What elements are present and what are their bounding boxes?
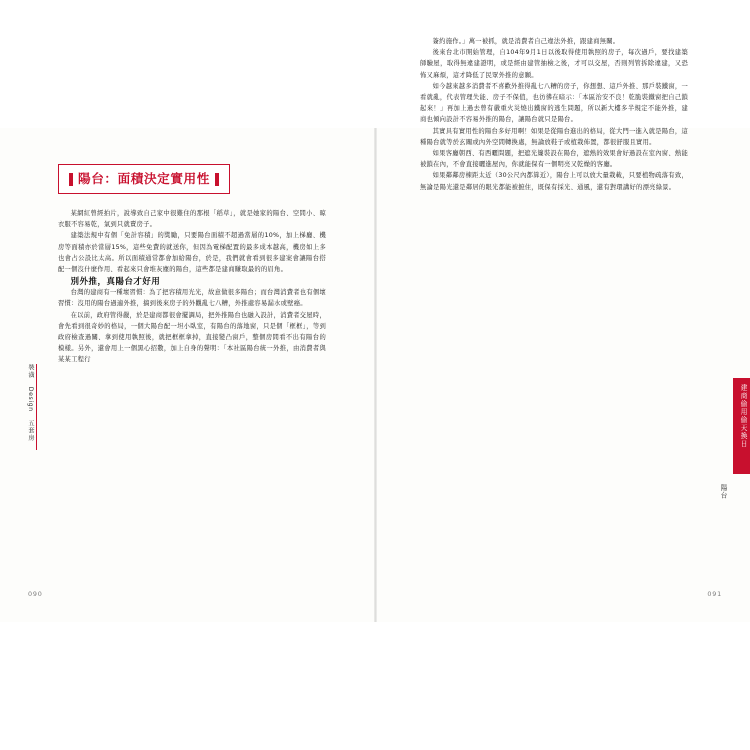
- paragraph: 如果客廳朝西、有西曬問題，把遮光簾裝設在陽台，遮熱的效果會好過設在室內窗、熱能被鎖在內，不會直接曬進屋內，你就能保有一個明亮又乾燥的客廳。: [420, 150, 688, 169]
- paragraph: 台灣的建商有一種壞習慣：為了把容積用光光，故意做很多陽台；而台灣消費者也有個壞習慣：沒用的陽台過適外推，搞到後來房子的外觀亂七八糟，外推處容易漏水或壁癌。: [58, 289, 326, 308]
- paragraph: 建築法規中有個「免計容積」的獎勵，只要陽台面積不超過當層的10%，加上梯廳、機房等面積亦於當層15%，這些免費的就送你，但因為電梯配置的最多成本越高，機房如上多也會占公設比太高。所以面積通常都會加給陽台，於是，我們就會看到很多建案會讓陽台搭配一個沒什麼作用、看起來只會堆灰塵的陽台，這些都是建商賺取最的的眉角。: [58, 232, 326, 274]
- chapter-title-inner: [59, 165, 229, 193]
- paragraph: 如果鄰鄰房棟距太近（30公尺內都算近），陽台上可以放大量栽載，只要植物疏落有致，無論是陽光還是鄰居的眼光都能被摭住，既保有採光、通風，還有對環講好的漂亮綠景。: [420, 172, 688, 191]
- left-side-running-head-zh: 裝潢: [27, 364, 34, 379]
- right-side-tab-label: 建商偷用偷天換日: [739, 384, 747, 448]
- page-title: 陽台：面積決定實用性: [78, 171, 210, 186]
- title-accent-bar-left: [69, 173, 73, 186]
- paragraph: 某網紅曾經拍片，說導致自己家中很難住的那根「稻草」，就是她家的陽台、空間小、晾衣服不容易乾，氣到只就賣房子。: [58, 210, 326, 229]
- left-side-rule: [36, 364, 37, 450]
- chapter-title-box: [58, 164, 230, 194]
- paragraph: 簽約施作。」萬一被抓，就是消費者自己違法外推，跟建商無關。: [432, 38, 620, 45]
- left-side-running-head: [20, 364, 34, 474]
- left-column-text: [58, 208, 326, 366]
- page-number-left: 090: [28, 590, 43, 598]
- title-accent-bar-right: [215, 173, 219, 186]
- page-number-right: 091: [707, 590, 722, 598]
- right-column-text: [420, 36, 688, 193]
- paragraph: 在以前，政府管得嚴，於是建商都很會擺調局，把外推陽台也融入設計，消費者交屋時，會先看到很奇妙的格局，一個大陽台配一坦小臥室，有陽台的落地窗，只是個「框框」，等到政府檢查過關、拿到使用執照後，就把框框拿掉，直接變凸窗戶，整個房間看不出有陽台的模樣。另外，還會用上一個黑心招數，加上自身的聲明：「本社區陽台統一外推，由消費者與某某工程行: [58, 311, 326, 364]
- right-side-tab-sublabel: 陽台: [719, 484, 727, 500]
- left-side-running-head-zh2: 五套房: [27, 419, 34, 442]
- paragraph: 如今越來越多消費者不喜歡外推得亂七八糟的房子，你想想、這戶外推、那戶裝鐵窗，一看就亂，代表管理失能、房子不保值，也彷彿在暗示：「本區治安不良！乾脆裝鐵窗把自己鎖起來！」再加上過去曾有嚴重火災燒出鐵窗的逃生問題，所以新大樓多半規定不能外推，建商也傾向設計不容易外推的陽台，讓陽台就只是陽台。: [420, 82, 688, 124]
- left-side-running-head-en: Design: [27, 386, 34, 412]
- left-page: [0, 128, 375, 622]
- section-subheading: 別外推，真陽台才好用: [70, 276, 161, 287]
- right-page: [375, 128, 750, 622]
- paragraph: 後來台北市開始管理，自104年9月1日以後取得使用執照的房子，每次過戶，要找建築師驗屋，取得無違建證明，或是經由建管抽檢之後，才可以交屋，否則列管拆除違建，又恐怖又麻煩，這才降低了民眾外推的意願。: [420, 49, 688, 79]
- paragraph: 其實具有實用性的陽台多好用啊！如果是從陽台進出的格局，從大門一進入就是陽台，這種陽台就等於玄關或內外空間轉換處，無論放鞋子或植栽佈置，都很舒服且實用。: [420, 127, 688, 146]
